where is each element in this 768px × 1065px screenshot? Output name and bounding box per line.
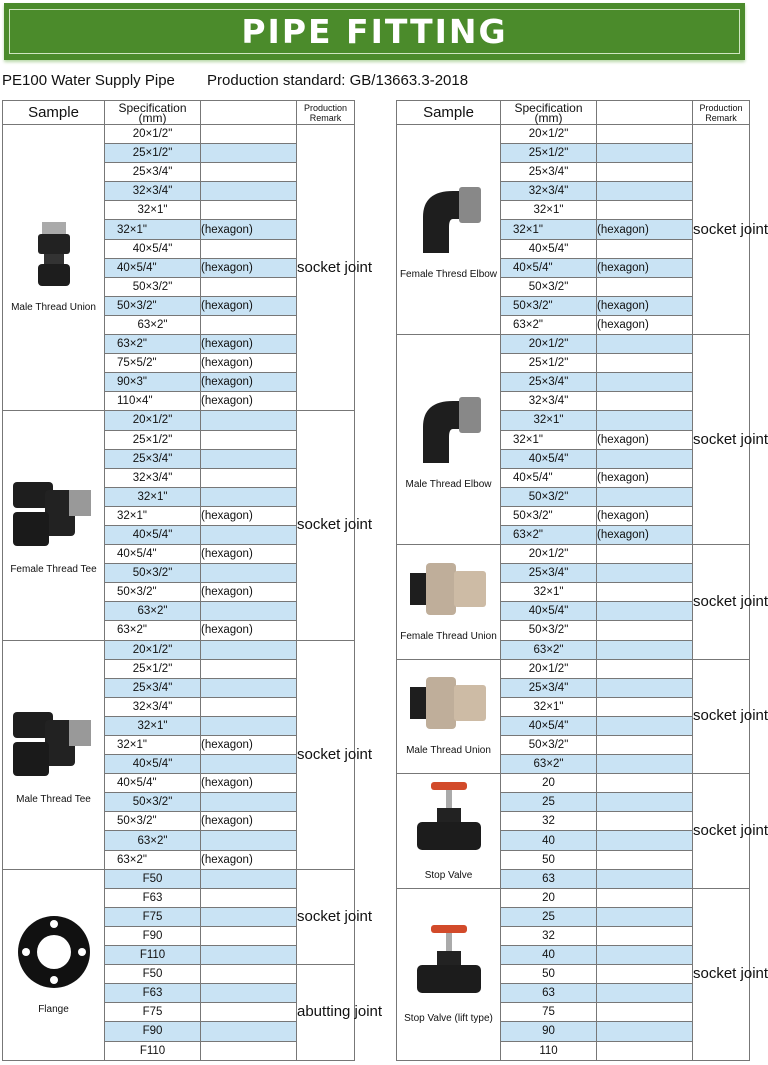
page-title: PIPE FITTING — [241, 12, 508, 51]
spec-cell: 25×3/4" — [105, 163, 201, 182]
spec-cell: 50×3/2" — [501, 621, 597, 640]
hexagon-note-cell — [597, 392, 693, 411]
spec-cell: 50×3/2" — [105, 296, 201, 315]
hexagon-note-cell — [201, 182, 297, 201]
hexagon-note-cell — [597, 239, 693, 258]
spec-cell: 50×3/2" — [105, 793, 201, 812]
banner-frame — [9, 9, 740, 54]
sample-cell-male-thread-union — [397, 659, 501, 774]
hexagon-note-cell — [201, 697, 297, 716]
hexagon-note-cell — [201, 640, 297, 659]
table-row — [397, 335, 750, 354]
spec-cell: 50×3/2" — [105, 812, 201, 831]
title-banner — [4, 3, 745, 60]
spec-cell: 75 — [501, 1003, 597, 1022]
spec-cell: 20×1/2" — [501, 125, 597, 144]
sample-cell-flange — [3, 869, 105, 1060]
spec-cell: 32×1" — [105, 487, 201, 506]
spec-cell: 25×1/2" — [105, 659, 201, 678]
spec-cell: 40×5/4" — [501, 602, 597, 621]
hexagon-note-cell — [597, 545, 693, 564]
remark-cell: abutting joint — [297, 965, 355, 1060]
sample-label: Female Thread Union — [400, 630, 497, 642]
table-row — [3, 869, 355, 888]
spec-cell: F90 — [105, 926, 201, 945]
elbow-icon — [397, 177, 500, 263]
spec-cell: 20×1/2" — [501, 659, 597, 678]
spec-cell: 20×1/2" — [501, 545, 597, 564]
hexagon-note-cell — [201, 449, 297, 468]
hexagon-note-cell — [597, 354, 693, 373]
hexagon-note-cell: (hexagon) — [597, 430, 693, 449]
hexagon-note-cell: (hexagon) — [201, 373, 297, 392]
spec-cell: 40×5/4" — [105, 755, 201, 774]
spec-cell: 25×3/4" — [501, 564, 597, 583]
sample-label: Male Thread Elbow — [405, 478, 492, 490]
table-row — [397, 774, 750, 793]
spec-cell: 32×1" — [501, 201, 597, 220]
spec-cell: 25×3/4" — [501, 373, 597, 392]
spec-cell: 32×1" — [501, 583, 597, 602]
hexagon-note-cell — [597, 755, 693, 774]
sample-label: Stop Valve (lift type) — [404, 1013, 493, 1025]
spec-cell: 32×1" — [105, 201, 201, 220]
hexagon-note-cell — [201, 1041, 297, 1060]
sample-cell-male-thread-elbow — [397, 335, 501, 545]
spec-cell: 63×2" — [105, 602, 201, 621]
sample-label: Male Thread Union — [406, 745, 491, 757]
hexagon-note-cell — [597, 926, 693, 945]
remark-cell: socket joint — [693, 774, 750, 889]
hexagon-note-cell — [201, 1022, 297, 1041]
hexagon-note-cell — [597, 411, 693, 430]
header-sample: Sample — [397, 101, 501, 125]
spec-cell: 25×1/2" — [105, 144, 201, 163]
spec-cell: 32×3/4" — [105, 182, 201, 201]
spec-cell: F50 — [105, 869, 201, 888]
hexagon-note-cell: (hexagon) — [201, 258, 297, 277]
remark-cell: socket joint — [297, 411, 355, 640]
remark-cell: socket joint — [297, 869, 355, 964]
sample-label: Male Thread Tee — [16, 793, 91, 805]
spec-cell: 63×2" — [501, 755, 597, 774]
hexagon-note-cell: (hexagon) — [597, 525, 693, 544]
spec-cell: 20×1/2" — [105, 125, 201, 144]
spec-cell: 32 — [501, 926, 597, 945]
header-specification — [105, 101, 201, 125]
hexagon-note-cell — [597, 812, 693, 831]
header-spec-line2: (mm) — [138, 110, 167, 125]
hexagon-note-cell — [201, 602, 297, 621]
spec-cell: 32×1" — [501, 220, 597, 239]
spec-cell: 75×5/2" — [105, 354, 201, 373]
spec-cell: F63 — [105, 888, 201, 907]
hexagon-note-cell — [201, 144, 297, 163]
hexagon-note-cell — [201, 201, 297, 220]
hexagon-note-cell — [597, 125, 693, 144]
hexagon-note-cell: (hexagon) — [597, 468, 693, 487]
hexagon-note-cell: (hexagon) — [201, 774, 297, 793]
hexagon-note-cell: (hexagon) — [201, 545, 297, 564]
spec-cell: 20×1/2" — [105, 640, 201, 659]
sample-cell-stop-valve-lift-type — [397, 888, 501, 1060]
hexagon-note-cell — [597, 831, 693, 850]
hexagon-note-cell — [201, 946, 297, 965]
sample-label: Female Thread Tee — [10, 564, 97, 576]
valve-icon — [397, 778, 500, 864]
hexagon-note-cell — [597, 163, 693, 182]
header-remark — [693, 101, 750, 125]
header-remark-line1: Production — [303, 102, 348, 113]
spec-cell: F110 — [105, 1041, 201, 1060]
hexagon-note-cell — [201, 965, 297, 984]
remark-cell: socket joint — [693, 125, 750, 335]
valve-icon — [397, 921, 500, 1007]
table-row — [397, 545, 750, 564]
hexagon-note-cell: (hexagon) — [201, 621, 297, 640]
table-row — [397, 888, 750, 907]
spec-cell: 32×3/4" — [501, 182, 597, 201]
hexagon-note-cell — [597, 583, 693, 602]
hexagon-note-cell — [597, 373, 693, 392]
header-spec-line1: Specification — [514, 100, 583, 115]
hexagon-note-cell — [201, 411, 297, 430]
spec-cell: 25 — [501, 793, 597, 812]
hexagon-note-cell — [201, 430, 297, 449]
spec-cell: F75 — [105, 1003, 201, 1022]
spec-cell: F50 — [105, 965, 201, 984]
sample-label: Flange — [38, 1003, 69, 1015]
spec-cell: 32×3/4" — [105, 468, 201, 487]
hexagon-note-cell — [201, 678, 297, 697]
spec-cell: 40×5/4" — [105, 545, 201, 564]
spec-cell: 25 — [501, 907, 597, 926]
sample-label: Male Thread Union — [11, 301, 96, 313]
hexagon-note-cell: (hexagon) — [201, 354, 297, 373]
hexagon-note-cell — [201, 315, 297, 334]
hexagon-note-cell: (hexagon) — [201, 736, 297, 755]
hexagon-note-cell — [597, 487, 693, 506]
remark-cell: socket joint — [297, 125, 355, 411]
hexagon-note-cell — [597, 621, 693, 640]
spec-cell: 50×3/2" — [105, 564, 201, 583]
spec-cell: 40×5/4" — [105, 258, 201, 277]
hexagon-note-cell — [597, 335, 693, 354]
hexagon-note-cell — [597, 869, 693, 888]
hexagon-note-cell — [597, 888, 693, 907]
hexagon-note-cell — [597, 716, 693, 735]
hexagon-note-cell: (hexagon) — [597, 220, 693, 239]
spec-cell: 32×3/4" — [501, 392, 597, 411]
spec-cell: 63×2" — [501, 525, 597, 544]
header-sample: Sample — [3, 101, 105, 125]
table-row — [397, 125, 750, 144]
spec-cell: 32×1" — [105, 506, 201, 525]
spec-cell: 25×3/4" — [105, 678, 201, 697]
spec-cell: 25×1/2" — [501, 144, 597, 163]
tee-icon — [3, 472, 104, 558]
hexagon-note-cell — [597, 697, 693, 716]
hexagon-note-cell — [201, 907, 297, 926]
spec-cell: 50 — [501, 850, 597, 869]
hexagon-note-cell — [201, 125, 297, 144]
hexagon-note-cell — [597, 144, 693, 163]
hexagon-note-cell: (hexagon) — [201, 850, 297, 869]
spec-cell: 50×3/2" — [105, 583, 201, 602]
remark-cell: socket joint — [297, 640, 355, 869]
hexagon-note-cell: (hexagon) — [201, 583, 297, 602]
spec-cell: 63 — [501, 984, 597, 1003]
spec-cell: F110 — [105, 946, 201, 965]
spec-cell: 40×5/4" — [105, 525, 201, 544]
elbow-icon — [397, 387, 500, 473]
spec-cell: 25×1/2" — [105, 430, 201, 449]
hexagon-note-cell: (hexagon) — [201, 296, 297, 315]
spec-cell: 20 — [501, 774, 597, 793]
table-row — [3, 640, 355, 659]
header-spec-line2: (mm) — [534, 110, 563, 125]
sample-cell-female-thread-tee — [3, 411, 105, 640]
hexagon-note-cell — [597, 678, 693, 697]
header-blank — [201, 101, 297, 125]
hexagon-note-cell — [597, 965, 693, 984]
hexagon-note-cell: (hexagon) — [201, 392, 297, 411]
hexagon-note-cell — [597, 907, 693, 926]
spec-cell: 20 — [501, 888, 597, 907]
spec-cell: 63×2" — [501, 315, 597, 334]
remark-cell: socket joint — [693, 545, 750, 660]
spec-cell: 63×2" — [105, 850, 201, 869]
hexagon-note-cell — [597, 182, 693, 201]
table-row — [397, 659, 750, 678]
sample-label: Female Thresd Elbow — [399, 268, 498, 280]
hexagon-note-cell: (hexagon) — [201, 506, 297, 525]
hexagon-note-cell: (hexagon) — [597, 506, 693, 525]
hexagon-note-cell — [597, 850, 693, 869]
table-row — [3, 411, 355, 430]
remark-cell: socket joint — [693, 659, 750, 774]
spec-cell: 20×1/2" — [501, 335, 597, 354]
spec-cell: 50×3/2" — [501, 736, 597, 755]
hexagon-note-cell: (hexagon) — [201, 812, 297, 831]
sample-cell-female-thread-union — [397, 545, 501, 660]
spec-cell: 40×5/4" — [501, 716, 597, 735]
spec-cell: 40×5/4" — [501, 449, 597, 468]
hexagon-note-cell — [201, 468, 297, 487]
flange-icon — [3, 912, 104, 998]
header-remark — [297, 101, 355, 125]
spec-cell: 50×3/2" — [501, 296, 597, 315]
spec-cell: 110×4" — [105, 392, 201, 411]
hexagon-note-cell — [201, 659, 297, 678]
hexagon-note-cell — [201, 1003, 297, 1022]
hexagon-note-cell — [597, 640, 693, 659]
hexagon-note-cell — [201, 277, 297, 296]
hexagon-note-cell — [597, 1041, 693, 1060]
hexagon-note-cell — [201, 163, 297, 182]
hexagon-note-cell: (hexagon) — [201, 220, 297, 239]
sample-cell-male-thread-tee — [3, 640, 105, 869]
hexagon-note-cell — [597, 736, 693, 755]
spec-cell: F63 — [105, 984, 201, 1003]
sample-cell-male-thread-union — [3, 125, 105, 411]
spec-cell: 32×1" — [105, 220, 201, 239]
spec-cell: 40 — [501, 946, 597, 965]
production-standard: Production standard: GB/13663.3-2018 — [207, 72, 469, 89]
remark-cell: socket joint — [693, 335, 750, 545]
hexagon-note-cell — [597, 602, 693, 621]
hexagon-note-cell — [597, 201, 693, 220]
hexagon-note-cell — [597, 1003, 693, 1022]
hexagon-note-cell — [597, 659, 693, 678]
spec-cell: 25×3/4" — [501, 163, 597, 182]
header-remark-line2: Remark — [309, 112, 342, 123]
hexagon-note-cell — [201, 984, 297, 1003]
spec-cell: 25×3/4" — [105, 449, 201, 468]
sample-label: Stop Valve — [424, 869, 473, 881]
spec-cell: 63×2" — [501, 640, 597, 659]
hexagon-note-cell — [201, 831, 297, 850]
spec-cell: 40×5/4" — [105, 774, 201, 793]
hexagon-note-cell — [201, 487, 297, 506]
spec-cell: 63×2" — [105, 335, 201, 354]
spec-cell: 40×5/4" — [105, 239, 201, 258]
spec-cell: 50×3/2" — [105, 277, 201, 296]
header-remark-line1: Production — [699, 102, 743, 113]
spec-cell: 32×1" — [105, 716, 201, 735]
spec-cell: F75 — [105, 907, 201, 926]
hexagon-note-cell — [201, 869, 297, 888]
spec-cell: 50 — [501, 965, 597, 984]
hexagon-note-cell — [597, 984, 693, 1003]
hexagon-note-cell — [597, 564, 693, 583]
hexagon-note-cell: (hexagon) — [597, 296, 693, 315]
header-blank — [597, 101, 693, 125]
hexagon-note-cell — [201, 564, 297, 583]
spec-cell: 32×3/4" — [105, 697, 201, 716]
header-remark-line2: Remark — [705, 112, 737, 123]
hexagon-note-cell — [201, 755, 297, 774]
spec-cell: 110 — [501, 1041, 597, 1060]
table-row — [3, 125, 355, 144]
spec-cell: 63 — [501, 869, 597, 888]
sample-cell-female-thresd-elbow — [397, 125, 501, 335]
brass-union-icon — [397, 559, 500, 625]
hexagon-note-cell — [597, 1022, 693, 1041]
spec-cell: 63×2" — [105, 621, 201, 640]
hexagon-note-cell — [201, 926, 297, 945]
header-specification — [501, 101, 597, 125]
spec-table-left — [2, 100, 383, 1061]
hexagon-note-cell — [597, 277, 693, 296]
spec-cell: 32×1" — [501, 697, 597, 716]
hexagon-note-cell — [201, 888, 297, 907]
spec-cell: 90×3" — [105, 373, 201, 392]
hexagon-note-cell — [201, 716, 297, 735]
hexagon-note-cell: (hexagon) — [597, 315, 693, 334]
header-spec-line1: Specification — [118, 100, 187, 115]
spec-cell: 50×3/2" — [501, 487, 597, 506]
hexagon-note-cell — [597, 793, 693, 812]
spec-cell: 40×5/4" — [501, 239, 597, 258]
union-icon — [3, 220, 104, 296]
spec-cell: F90 — [105, 1022, 201, 1041]
hexagon-note-cell: (hexagon) — [201, 335, 297, 354]
hexagon-note-cell — [201, 239, 297, 258]
spec-cell: 40×5/4" — [501, 258, 597, 277]
subtitle — [2, 72, 468, 89]
spec-cell: 63×2" — [105, 831, 201, 850]
spec-cell: 32×1" — [501, 430, 597, 449]
spec-cell: 25×1/2" — [501, 354, 597, 373]
remark-cell: socket joint — [693, 888, 750, 1060]
spec-cell: 50×3/2" — [501, 277, 597, 296]
hexagon-note-cell — [597, 449, 693, 468]
spec-cell: 32×1" — [105, 736, 201, 755]
spec-cell: 32 — [501, 812, 597, 831]
hexagon-note-cell — [597, 774, 693, 793]
sample-cell-stop-valve — [397, 774, 501, 889]
spec-cell: 40×5/4" — [501, 468, 597, 487]
spec-cell: 63×2" — [105, 315, 201, 334]
spec-table-right — [396, 100, 768, 1061]
spec-cell: 40 — [501, 831, 597, 850]
brass-union-icon — [397, 673, 500, 739]
spec-cell: 32×1" — [501, 411, 597, 430]
spec-cell: 90 — [501, 1022, 597, 1041]
spec-cell: 25×3/4" — [501, 678, 597, 697]
product-name: PE100 Water Supply Pipe — [2, 72, 175, 89]
hexagon-note-cell: (hexagon) — [597, 258, 693, 277]
spec-cell: 50×3/2" — [501, 506, 597, 525]
hexagon-note-cell — [201, 525, 297, 544]
hexagon-note-cell — [201, 793, 297, 812]
tee-icon — [3, 702, 104, 788]
spec-cell: 20×1/2" — [105, 411, 201, 430]
hexagon-note-cell — [597, 946, 693, 965]
